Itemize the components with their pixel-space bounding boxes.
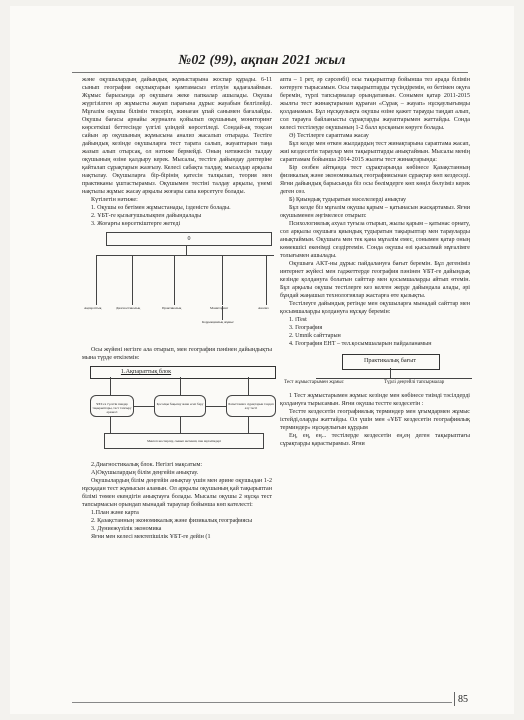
left-column — [82, 76, 272, 541]
connector-line — [248, 377, 249, 395]
list-item: 2. Umnik сайттарын — [289, 333, 341, 339]
paragraph: Оқушылардың білім деңгейін анықтау үшін мен әрине оқушыдан 1-2 нұсқадан тест жұмысын аламын. Ол арқылы оқушының қай тақырыптан білімі төмен екендігін анықтауға болады. Мысалы оқушы 2 нұсқа тест тапсырмасын орындап мынадай тараулар бойынша көп кателесті: — [82, 478, 272, 508]
diagram-label: Диагностикалық — [116, 306, 141, 310]
page-number: 85 — [458, 694, 468, 705]
list-item: 4. География ЕНТ – тел.қосымшаларын пайдаланамын — [289, 341, 432, 347]
connector-line — [248, 417, 249, 433]
list-item: 3. Жоғарғы көрсеткіштерге жетеді — [91, 221, 181, 227]
practical-direction-diagram — [280, 352, 470, 388]
information-block-diagram — [82, 365, 272, 457]
list-item: 1. Оқушы өз бетімен жұмыстанады, ізденісте болады. — [91, 205, 231, 211]
results-heading: Күтілетін нәтиже: — [91, 197, 138, 203]
connector-line — [316, 378, 472, 379]
connector-line — [96, 255, 274, 256]
diagram-label: Тест жұмыстарымен жұмыс — [284, 380, 344, 385]
paragraph: 1 Тест жұмыстарымен жұмыс кезінде мен көбінесе тиімді тәсілдерді қолдануға тырысамын. Яғни оқушы тестте кездесетін : — [280, 393, 470, 407]
connector-line — [266, 255, 267, 305]
diagram-box: ҰБТ-ға түсетін пәндер тақырыптары, тест тапсыру ережесі — [90, 395, 134, 417]
diagram-label: Анализ — [258, 306, 269, 310]
right-column — [280, 76, 470, 448]
list-item: 2. Қазақстанның экономикалық және физикалық географиясы — [91, 518, 253, 524]
paragraph: Бұл кезде мен өткен жылдардың тест жинақтарына сараптама жасап, жиі кездесетін тараулар мен тақырыптарды анықтаймын. Мысалы менің сараптамам бойынша 2014-2015 жылғы тест жинақтарында: — [280, 141, 470, 163]
connector-line — [222, 255, 223, 305]
diagram-label: Ақпараттық — [84, 306, 102, 310]
connector-line — [134, 406, 154, 407]
diagram-box: Қосалқы бақылау және есеп беру — [154, 395, 206, 417]
paragraph: Оқушыға АКТ-ны дұрыс пайдалануға бағыт беремін. Бұл дегеніміз интернет жүйесі мен гаджеттерде география пәнінен ҰБТ-ге дайындық кезінде қолдануға болатын сайттар мен қосымшаларды айтып өтемін. Бұл арқылы оқушы тестілерге кез келген жерде дайындала алады, әрі бұндай жаңашыл технологиялар жастарға өте қызықты. — [280, 261, 470, 299]
connector-line — [110, 377, 111, 395]
paragraph: Бір сөзбен айтқанда тест сұрақтарында көбінесе Қазақстанның физикалық және экономикалық географиясынан сұрақтар көп кездеседі. Яғни дайындық барысында біз осы бөлімдерге көп көңіл бөлуіміз керек деген сөз. — [280, 165, 470, 195]
section-heading: Б) Қиындық тудыратын мәселелерді анықтау — [289, 197, 407, 203]
list-item: 3. Дүниежүзілік экономика — [91, 526, 162, 532]
section-heading: Ә) Тестілерге сараптама жасау — [289, 133, 369, 139]
paragraph: Яғни мен келесі мектепішілік ҰБТ-ге дейін (1 — [91, 534, 211, 540]
connector-line — [390, 368, 391, 378]
diagram-label: Практикалық — [162, 306, 182, 310]
diagram-top-box: 0 — [106, 232, 272, 246]
paragraph: 2.Диагностикалық блок. Негізгі мақсатым: — [91, 462, 203, 468]
diagram-bottom-box: Мектеп жоспарлау, сынып жетекші, пән мұғалімдері — [104, 433, 264, 449]
system-diagram — [82, 230, 272, 342]
connector-line — [180, 377, 181, 395]
paragraph: Тестілеуге дайындық ретінде мен оқушыларға мынадай сайттар мен қосымшаларды қолдануға нұсқау беремін: — [280, 301, 470, 315]
diagram-title: 1.Ақпараттық блок — [120, 368, 172, 375]
issue-header: №02 (99), ақпан 2021 жыл — [178, 53, 346, 68]
paragraph: апта – 1 рет, әр сәрсенбі) осы тақырыптар бойынша тез арада білімін көтеруге тырысамын. Осы тақырыптарды түсіндіремін, өз бетімен оқуға беремін, түрлі тапсырмалар орындатамын. Сонымен қатар 2011-2015 жылғы тест жинақтарынан құраған «Сұрақ – жауап» нұсқаулығымды қолданамын. Бұл нұсқаулықта оқушы өзіне қажет тарауды таңдап алып, сол тарауға байланысты сұрақтарды жауаптарымен жаттайды. Сонда келесі тестілеуде оқушының 1-2 балл қосқанын көруге болады. — [280, 77, 470, 131]
list-item: 1. iTest — [289, 317, 307, 323]
diagram-label: Мониторинг — [210, 306, 229, 310]
connector-line — [110, 417, 111, 433]
paragraph: Бұл кезде біз мұғалім оқушы қарым – қатынасын жасқартамыз. Яғни оқушыменен әңгімелесе отырып: — [280, 205, 470, 219]
diagram-box: Бағыттамаға сұрақтарын таңдап алу тесті — [226, 395, 276, 417]
connector-line — [180, 417, 181, 433]
diagram-label: Коррекциялық жұмыс — [202, 320, 234, 324]
list-item: 2. ҰБТ-ге қызығушылықпен дайындалады — [91, 213, 202, 219]
paragraph: Ең, ең, ең... тестілерде кездесетін ең,ең деген тақырыптағы сұрақтарды қарастырамыз. Яғни — [280, 433, 470, 447]
connector-line — [96, 255, 97, 305]
diagram-title: Практикалық бағыт — [363, 357, 417, 364]
connector-line — [186, 245, 187, 255]
paragraph: Психологиялық ахуал туғыза отырып, жылы қарым – қатынас орнату, сол арқылы оқушыға қиындық тудыратын тақырыптар мен тарауларды анықтаймын. Оқушыға мен тек қана мұғалім емес, сонымен қатар оның көмекшісі екенімді сездіртемін. Сонда оқушы өзі қысылмай мұғалімге толығымен ашылады. — [280, 221, 470, 259]
page-number-divider — [454, 692, 455, 706]
paragraph: Осы жүйені негізге ала отырып, мен география пәнінен дайындықты мына түрде өткіземін: — [82, 347, 272, 361]
list-item: 1.План және карта — [91, 510, 139, 516]
header-rule — [72, 72, 468, 73]
connector-line — [206, 406, 226, 407]
paragraph: А)Оқушылардың білім деңгейін анықтау. — [91, 470, 199, 476]
connector-line — [174, 255, 175, 305]
connector-line — [132, 255, 133, 305]
paragraph: Тестте кездесетін географиялық терминдер мен ұғымдармен жұмыс істейді,оларды жаттайды. Ол үшін мен «ҰБТ кездесетін географиялық терминдер» нұсқаулығын құрдым — [280, 409, 470, 431]
document-page — [10, 6, 514, 714]
diagram-label: Түрлі деңгейлі тапсырмалар — [384, 380, 445, 385]
footer-rule — [72, 702, 452, 703]
paragraph: және оқушылардың дайындық жұмыстарына жоспар құрады. 6-11 сынып география оқулықтарын қамтамасыз етілуін қадағалаймын. Жұмыс барысында әр оқушыға жеке папкалар ашылады. Оқушы жүргізілген әр жұмысты жауап парағына дұрыс жауабын белгілейді. Мұғалім оқушы білімін тексеріп, жинаған ұпай санымен бағалайды. Оқушы бағасы арнайы журналға қойылып оқушының мониторинг көрсеткіші беттесінде үлгілі ұзіндей көрсетіледі. Сондай-ақ тоқсан сайын әр оқушының жұмысына анализ жасалып отырады. Тестіге дайындық кезінде оқушыларға тест тарата салып, жауаптарын таңа жазып алып отырсақ, ол нәтиже бермейді. Оның нәтижесін талдау оқушының өзіне қалдыру керек. Мысалы, тестіге дайындау дәптеріне қайталап сұрақтарын жазғызу. Келесі сабақта талдау, мысалдар арқылы нақтылау. Оқушыларға бір-бірінің қатесін талқылап, теория мен практиканы ұштастырамыз. Оқушымен тестіні талдау арқылы, үнемі нақтылы жұмыс жасау арқылы жоғары сапа көрсетуге болады. — [82, 77, 272, 195]
list-item: 3. География — [289, 325, 323, 331]
